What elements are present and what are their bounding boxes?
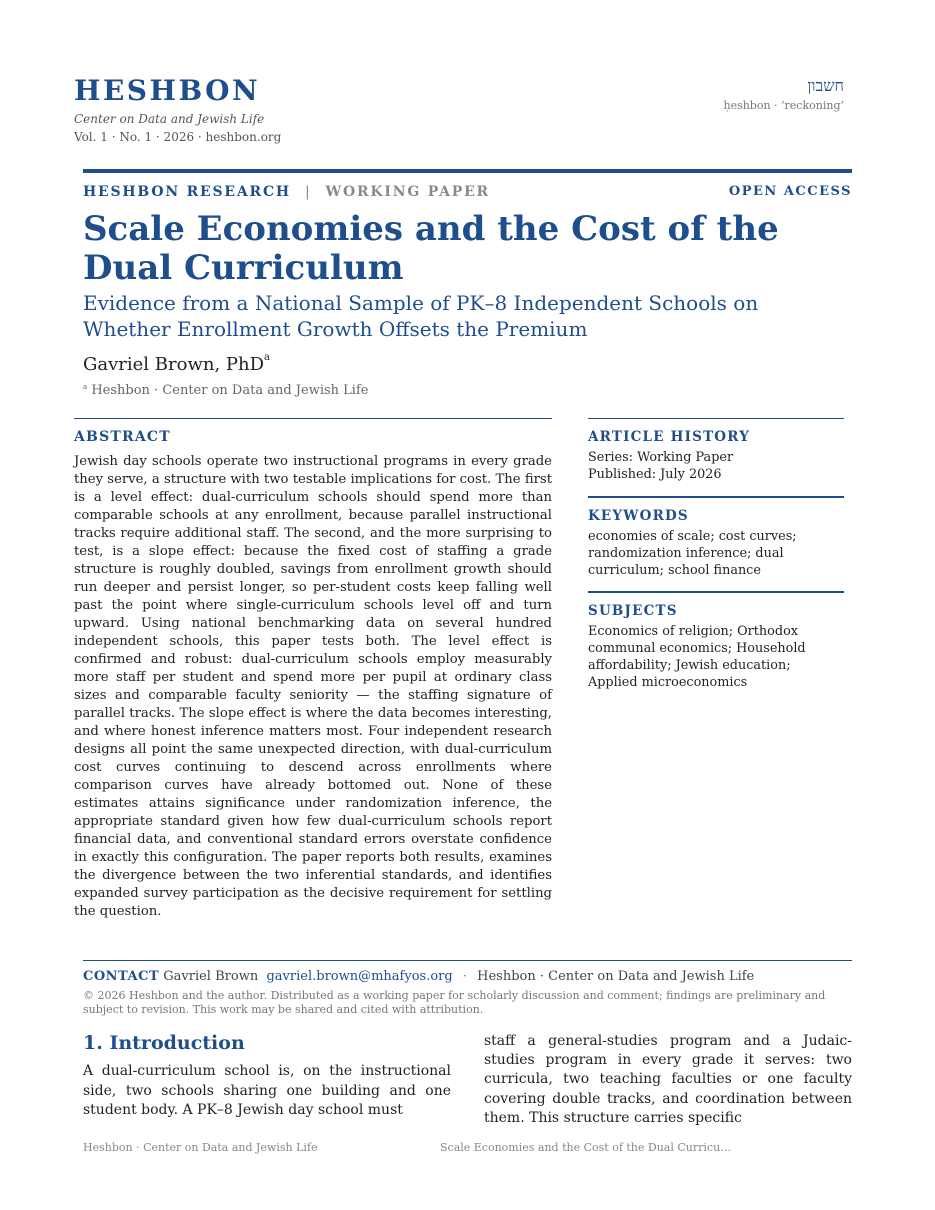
journal-name: HESHBON <box>74 74 261 107</box>
license-notice: © 2026 Heshbon and the author. Distributed as a working paper for scholarly discussion and comment; findings are preliminary and subject to revision. This work may be shared and cited with attribution. <box>83 989 826 1016</box>
affiliation-line <box>83 383 368 398</box>
running-footer-right: Scale Economies and the Cost of the Dual Curricu… <box>440 1141 732 1154</box>
subjects-heading: SUBJECTS <box>588 603 678 619</box>
author-affiliation-mark: a <box>264 352 270 363</box>
subjects-box <box>588 591 844 691</box>
section-heading-introduction: 1. Introduction <box>83 1032 245 1054</box>
author-name: Gavriel Brown, PhD <box>83 354 265 375</box>
sidebar-rule <box>588 496 844 498</box>
running-footer-left: Heshbon · Center on Data and Jewish Life <box>83 1141 318 1154</box>
history-series: Series: Working Paper <box>588 450 734 465</box>
article-history-box <box>588 418 844 483</box>
subjects-text: Economics of religion; Orthodox communal economics; Household affordability; Jewish education; Applied microeconomics <box>588 624 806 690</box>
intro-text-left-column: A dual-curriculum school is, on the instructional side, two schools sharing one building and one student body. A PK–8 Jewish day school must <box>83 1063 451 1118</box>
article-banner <box>83 184 852 200</box>
history-published: Published: July 2026 <box>588 467 722 482</box>
keywords-heading: KEYWORDS <box>588 508 689 524</box>
hebrew-wordmark: חשבון <box>807 76 844 95</box>
contact-separator: · <box>462 969 467 984</box>
contact-name: Gavriel Brown <box>163 969 259 984</box>
contact-label: CONTACT <box>83 969 160 984</box>
intro-text-right-column: staff a general-studies program and a Judaic-studies program in every grade it serves: two curricula, two teaching faculties or one faculty covering double tracks, and coordination between them. This structure carries specific <box>484 1033 852 1126</box>
journal-volume-info: Vol. 1 · No. 1 · 2026 · heshbon.org <box>74 130 282 144</box>
keywords-box <box>588 496 844 579</box>
hebrew-gloss: ḥeshbon · ‘reckoning’ <box>723 99 844 112</box>
sidebar-rule <box>588 591 844 593</box>
contact-rule <box>83 960 852 961</box>
paper-subtitle: Evidence from a National Sample of PK–8 Independent Schools on Whether Enrollment Growth Offsets the Premium <box>83 291 759 341</box>
article-history-heading: ARTICLE HISTORY <box>588 429 751 445</box>
header-rule <box>83 169 852 173</box>
affiliation-mark: a <box>83 383 88 391</box>
contact-email-link[interactable]: gavriel.brown@mhafyos.org <box>266 969 453 984</box>
abstract-rule <box>74 418 552 419</box>
paper-type-label: WORKING PAPER <box>325 184 490 200</box>
abstract-heading: ABSTRACT <box>74 429 171 445</box>
abstract-text: Jewish day schools operate two instructional programs in every grade they serve, a structure with two testable implications for cost. The first is a level effect: dual-curriculum schools should spend more than comparable schools at any enrollment, because parallel instructional tracks require additional staff. The second, and the more surprising to test, is a slope effect: because the fixed cost of staffing a grade structure is roughly doubled, savings from enrollment growth should run deeper and persist longer, so per-student costs keep falling well past the point where single-curriculum schools level off and turn upward. Using national benchmarking data on several hundred independent schools, this paper tests both. The level effect is confirmed and robust: dual-curriculum schools employ measurably more staff per student and spend more per pupil at ordinary class sizes and comparable faculty seniority — the staffing signature of parallel tracks. The slope effect is where the data becomes interesting, and where honest inference matters most. Four independent research designs all point the same unexpected direction, with dual-curriculum cost curves continuing to descend across enrollments where comparison curves have already bottomed out. None of these estimates attains significance under randomization inference, the appropriate standard given how few dual-curriculum schools report financial data, and conventional standard errors overstate confidence in exactly this configuration. The paper reports both results, examines the divergence between the two inferential standards, and identifies expanded survey participation as the decisive requirement for settling the question. <box>74 454 552 919</box>
affiliation-text: Heshbon · Center on Data and Jewish Life <box>91 383 369 398</box>
journal-subtitle: Center on Data and Jewish Life <box>74 112 265 126</box>
sidebar-rule <box>588 418 844 419</box>
open-access-badge: OPEN ACCESS <box>728 184 852 199</box>
banner-separator: | <box>304 184 312 200</box>
contact-line <box>83 969 754 984</box>
paper-title: Scale Economies and the Cost of the Dual Curriculum <box>83 209 779 288</box>
keywords-text: economies of scale; cost curves; randomization inference; dual curriculum; school finance <box>588 529 797 578</box>
series-label: HESHBON RESEARCH <box>83 184 291 200</box>
author-line <box>83 354 270 375</box>
contact-organization: Heshbon · Center on Data and Jewish Life <box>477 969 755 984</box>
